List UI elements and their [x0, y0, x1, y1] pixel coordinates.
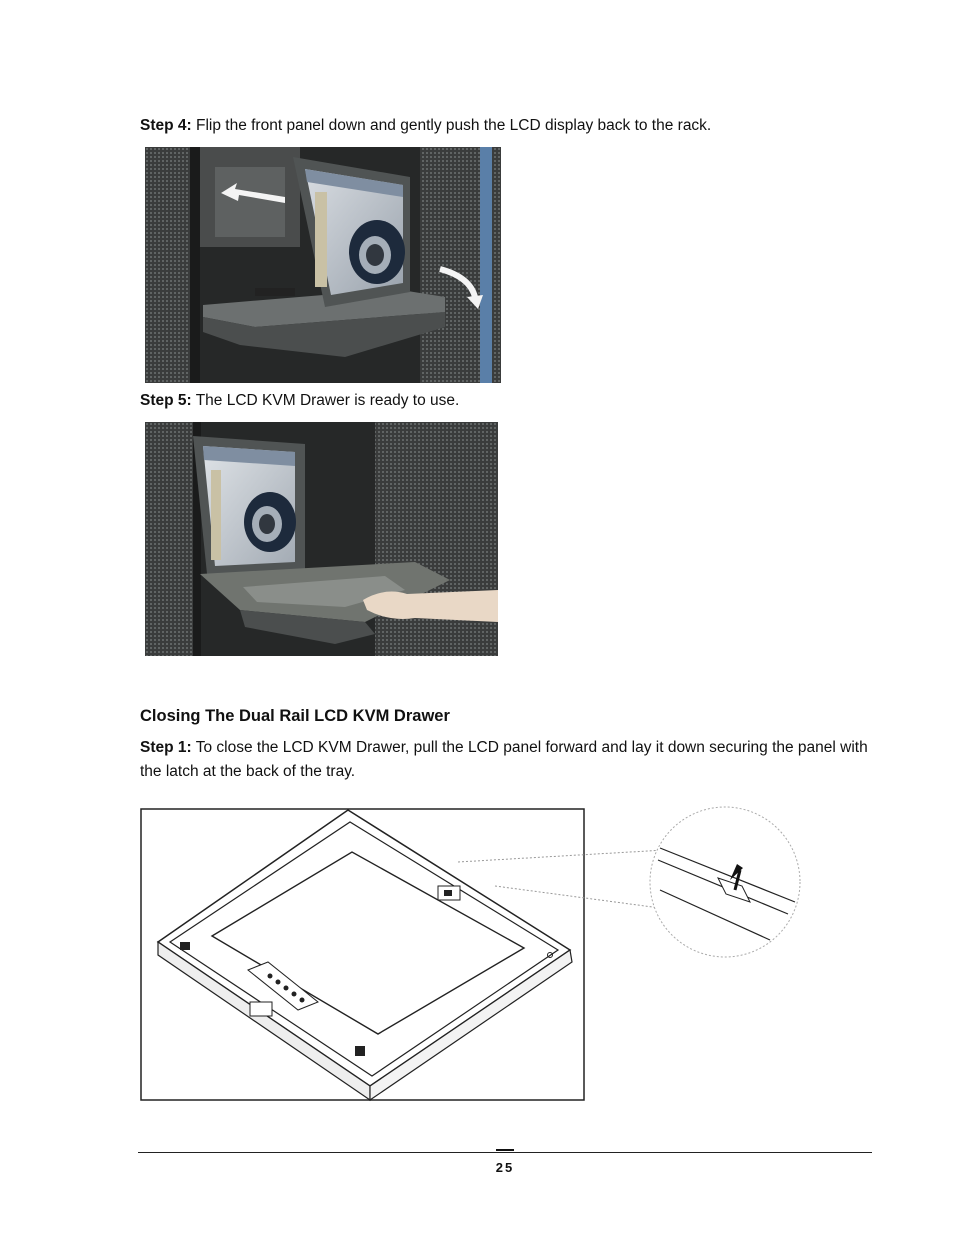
section-heading: Closing The Dual Rail LCD KVM Drawer — [140, 707, 450, 725]
step1-text: To close the LCD KVM Drawer, pull the LCD panel forward and lay it down securing the panel with the latch at the back of the tray. — [140, 739, 868, 780]
closing-drawer-illustration — [140, 790, 810, 1105]
step5-label: Step 5: — [140, 392, 192, 409]
step1-paragraph — [140, 736, 874, 784]
step4-text: Flip the front panel down and gently push the LCD display back to the rack. — [191, 117, 712, 134]
photo-drawer-ready — [145, 422, 498, 656]
step4-paragraph — [140, 114, 711, 138]
step5-text: The LCD KVM Drawer is ready to use. — [191, 392, 460, 409]
page-number: 25 — [495, 1160, 515, 1175]
photo-push-lcd-back — [145, 147, 501, 383]
step4-label: Step 4: — [140, 117, 192, 134]
footer-divider — [138, 1152, 872, 1153]
page-number-mark — [496, 1149, 514, 1151]
step1-label: Step 1: — [140, 739, 192, 756]
step5-paragraph — [140, 389, 459, 413]
